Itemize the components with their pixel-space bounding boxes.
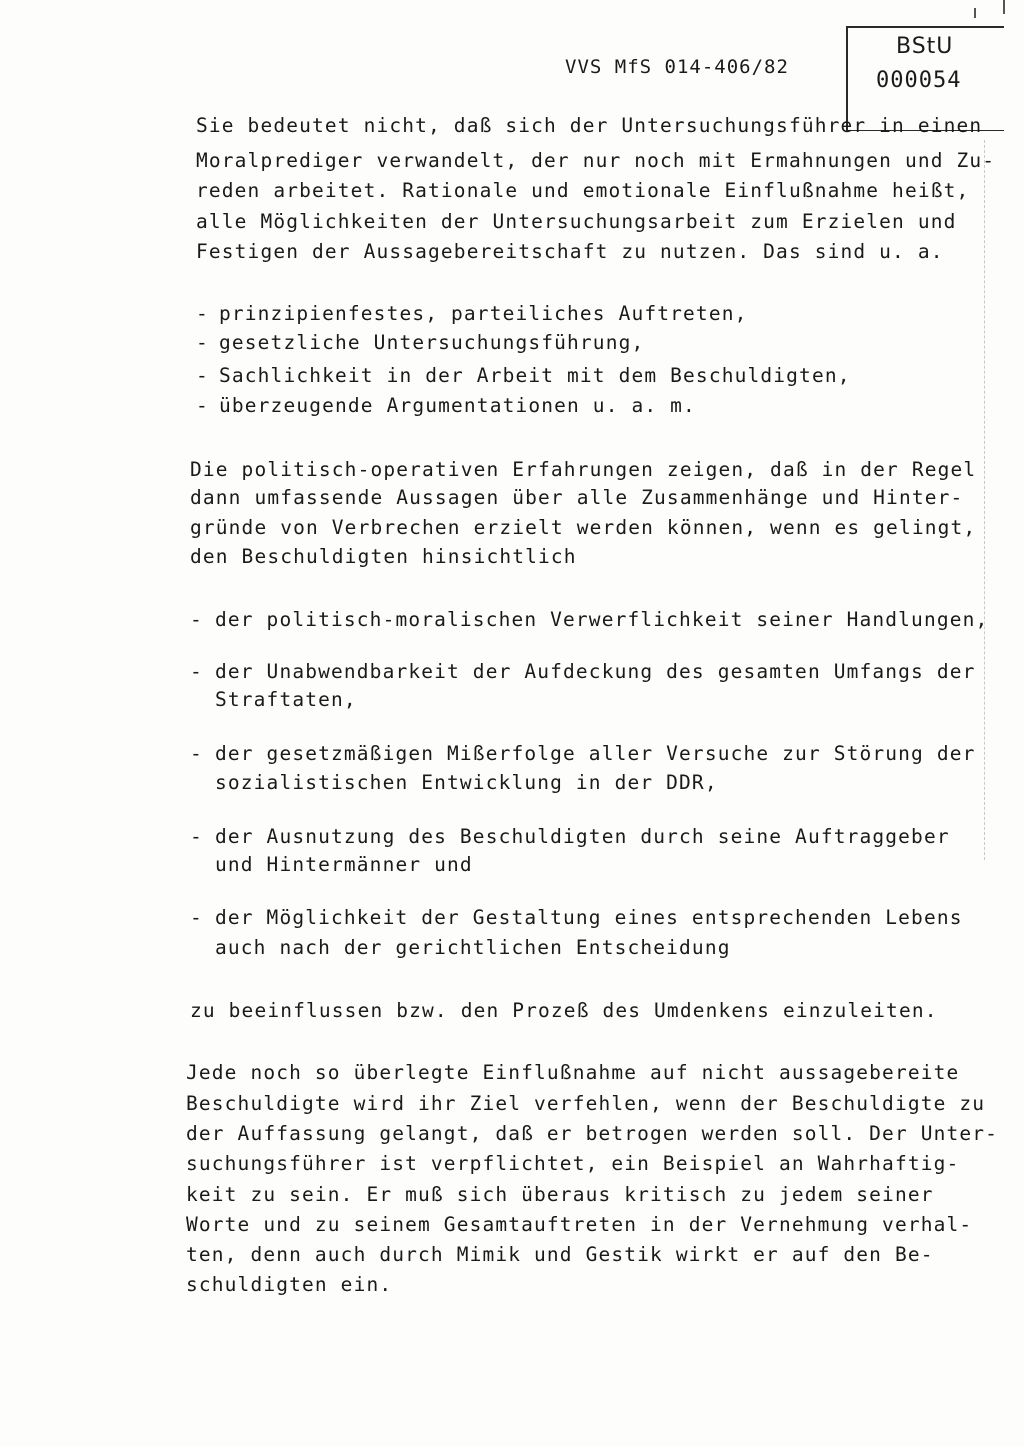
list-item-continuation: und Hintermänner und <box>215 853 473 876</box>
list-item: der Unabwendbarkeit der Aufdeckung des gesamten Umfangs der <box>215 660 976 683</box>
list-item: prinzipienfestes, parteiliches Auftreten, <box>219 302 748 325</box>
paragraph-1-line: Festigen der Aussagebereitschaft zu nutzen. Das sind u. a. <box>196 240 944 263</box>
paragraph-4-line: Jede noch so überlegte Einflußnahme auf nicht aussagebereite <box>186 1061 960 1084</box>
paragraph-4-line: Worte und zu seinem Gesamtauftreten in der Vernehmung verhal- <box>186 1213 973 1236</box>
list-item-continuation: sozialistischen Entwicklung in der DDR, <box>215 771 718 794</box>
paragraph-1-line: alle Möglichkeiten der Untersuchungsarbeit zum Erzielen und <box>196 210 957 233</box>
paragraph-4-line: suchungsführer ist verpflichtet, ein Beispiel an Wahrhaftig- <box>186 1152 960 1175</box>
list-item: überzeugende Argumentationen u. a. m. <box>219 394 696 417</box>
bullet-dash: - <box>196 364 208 387</box>
edge-mark <box>1003 0 1005 14</box>
bullet-dash: - <box>190 660 202 683</box>
bullet-dash: - <box>196 394 208 417</box>
paragraph-4-line: Beschuldigte wird ihr Ziel verfehlen, wenn der Beschuldigte zu <box>186 1092 986 1115</box>
list-item: der Möglichkeit der Gestaltung eines entsprechenden Lebens <box>215 906 963 929</box>
paragraph-1-line: Moralprediger verwandelt, der nur noch mit Ermahnungen und Zu- <box>196 149 996 172</box>
bullet-dash: - <box>196 302 208 325</box>
paragraph-2-line: dann umfassende Aussagen über alle Zusammenhänge und Hinter- <box>190 486 964 509</box>
document-reference: VVS MfS 014-406/82 <box>565 56 789 78</box>
paragraph-3-line: zu beeinflussen bzw. den Prozeß des Umdenkens einzuleiten. <box>190 999 938 1022</box>
list-item: Sachlichkeit in der Arbeit mit dem Beschuldigten, <box>219 364 851 387</box>
paragraph-2-line: gründe von Verbrechen erzielt werden können, wenn es gelingt, <box>190 516 977 539</box>
list-item: der politisch-moralischen Verwerflichkeit seiner Handlungen, <box>215 608 989 631</box>
list-item: der gesetzmäßigen Mißerfolge aller Versuche zur Störung der <box>215 742 976 765</box>
bullet-dash: - <box>190 825 202 848</box>
paragraph-4-line: keit zu sein. Er muß sich überaus kritisch zu jedem seiner <box>186 1183 934 1206</box>
paragraph-4-line: der Auffassung gelangt, daß er betrogen werden soll. Der Unter- <box>186 1122 999 1145</box>
paragraph-1-line: reden arbeitet. Rationale und emotionale Einflußnahme heißt, <box>196 179 970 202</box>
paragraph-2-line: Die politisch-operativen Erfahrungen zeigen, daß in der Regel <box>190 458 977 481</box>
list-item-continuation: auch nach der gerichtlichen Entscheidung <box>215 936 731 959</box>
edge-mark <box>974 8 976 18</box>
paragraph-4-line: schuldigten ein. <box>186 1273 393 1296</box>
bullet-dash: - <box>190 906 202 929</box>
list-item: gesetzliche Untersuchungsführung, <box>219 331 645 354</box>
stamp-number: 000054 <box>876 68 962 93</box>
paragraph-4-line: ten, denn auch durch Mimik und Gestik wirkt er auf den Be- <box>186 1243 934 1266</box>
margin-rule <box>984 140 986 860</box>
bullet-dash: - <box>196 331 208 354</box>
list-item-continuation: Straftaten, <box>215 688 357 711</box>
list-item: der Ausnutzung des Beschuldigten durch seine Auftraggeber <box>215 825 950 848</box>
stamp-title: BStU <box>896 34 954 59</box>
paragraph-2-line: den Beschuldigten hinsichtlich <box>190 545 577 568</box>
bullet-dash: - <box>190 742 202 765</box>
paragraph-1-line: Sie bedeutet nicht, daß sich der Untersuchungsführer in einen <box>196 114 983 137</box>
bullet-dash: - <box>190 608 202 631</box>
